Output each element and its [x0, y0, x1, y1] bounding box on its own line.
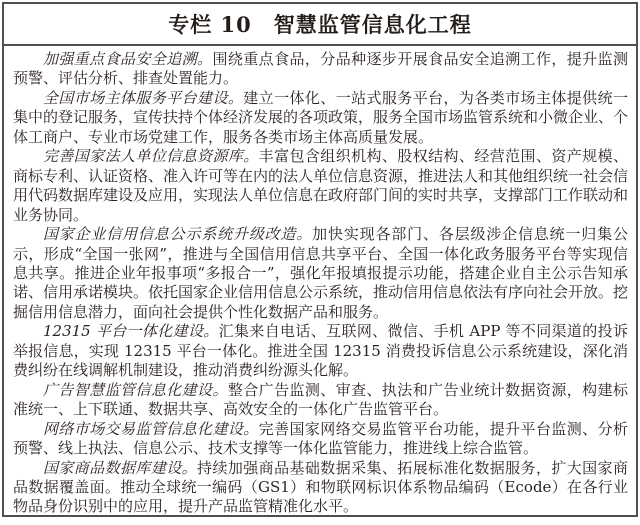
paragraph-lead: 网络市场交易监管信息化建设。: [43, 419, 259, 438]
paragraph-body: 整合广告监测、审查、执法和广告业统计数据资源，构建标准统一、上下联通、数据共享、高效安全的一体化广告监管平台。: [13, 380, 628, 419]
paragraph: [13, 459, 628, 517]
paragraph-body: 完善国家网络交易监管平台功能，提升平台监测、分析预警、线上执法、信息公示、技术支撑等一体化监管能力，推进线上综合监管。: [13, 419, 628, 458]
paragraph-body: 汇集来自电话、互联网、微信、手机 APP 等不同渠道的投诉举报信息，实现 12315 平台一体化。推进全国 12315 消费投诉信息公示系统建设，深化消费纠纷在线调解机制建设，推动消费纠纷源头化解。: [13, 322, 628, 380]
paragraph: [13, 89, 628, 147]
paragraph: [13, 225, 628, 322]
paragraph-body: 围绕重点食品，分品种逐步开展食品安全追溯工作，提升监测预警、评估分析、排查处置能力。: [13, 50, 628, 88]
box-title: 专栏 10 智慧监管信息化工程: [168, 12, 472, 37]
paragraph: [13, 147, 628, 225]
box-body: [4, 46, 636, 517]
paragraph-lead: 国家企业信用信息公示系统升级改造。: [43, 225, 313, 244]
paragraph-body: 持续加强商品基础数据采集、拓展标准化数据服务，扩大国家商品数据覆盖面。推动全球统一编码（GS1）和物联网标识体系物品编码（Ecode）在各行业物品身份识别中的应用，提升产品监管精准化水平。: [13, 458, 628, 516]
paragraph-lead: 加强重点食品安全追溯。: [43, 50, 213, 68]
paragraph-lead: 12315 平台一体化建设。: [43, 322, 219, 341]
paragraph: [13, 381, 628, 420]
paragraph-lead: 完善国家法人单位信息资源库。: [43, 147, 259, 166]
paragraph-body: 丰富包含组织机构、股权结构、经营范围、资产规模、商标专利、认证资格、准入许可等在内的法人单位信息资源，推进法人和其他组织统一社会信用代码数据库建设及应用，实现法人单位信息在政府部门间的实时共享，支撑部门工作联动和业务协同。: [13, 147, 629, 224]
paragraph: [13, 322, 628, 380]
paragraph-lead: 国家商品数据库建设。: [43, 458, 198, 477]
paragraph: [13, 420, 628, 459]
paragraph-lead: 全国市场主体服务平台建设。: [43, 88, 244, 107]
paragraph-lead: 广告智慧监管信息化建设。: [43, 380, 228, 399]
paragraph: [13, 50, 628, 89]
paragraph-body: 建立一体化、一站式服务平台，为各类市场主体提供统一集中的登记服务，宣传扶持个体经济发展的各项政策，服务全国市场监管系统和小微企业、个体工商户、专业市场党建工作，服务各类市场主体高质量发展。: [13, 88, 629, 146]
column-box-panel: [2, 2, 638, 517]
box-title-row: [4, 4, 636, 46]
paragraph-body: 加快实现各部门、各层级涉企信息统一归集公示，形成“全国一张网”，推进与全国信用信息共享平台、全国一体化政务服务平台等实现信息共享。推进企业年报事项“多报合一”，强化年报填报提示功能，搭建企业自主公示告知承诺、信用承诺模块。依托国家企业信用信息公示系统，推动信用信息依法有序向社会开放。挖掘信用信息潜力，面向社会提供个性化数据产品和服务。: [13, 225, 629, 321]
